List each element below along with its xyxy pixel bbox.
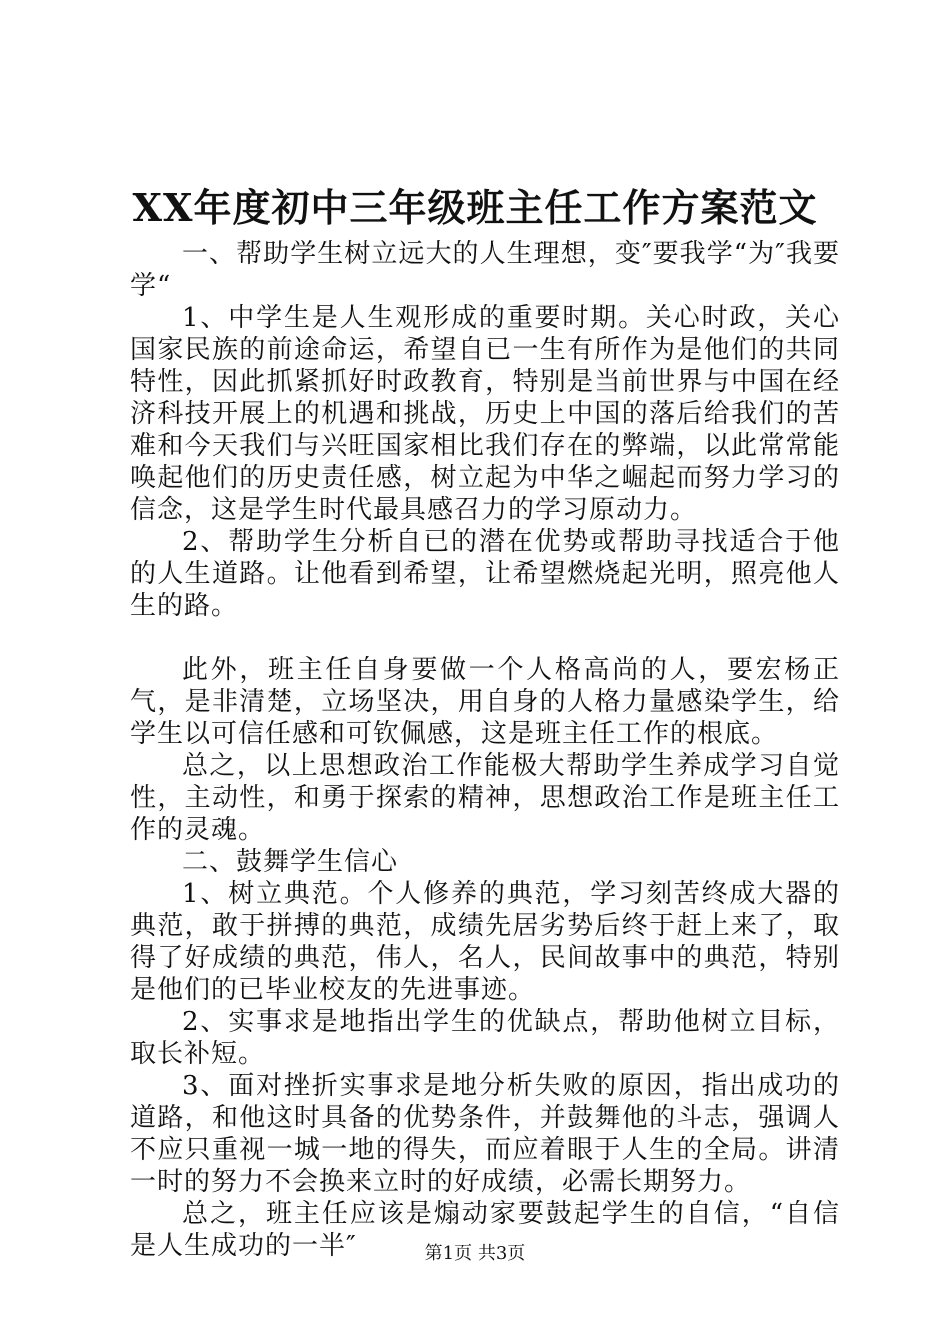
paragraph-moreover: 此外，班主任自身要做一个人格高尚的人，要宏杨正气，是非清楚，立场坚决，用自身的人格力量感染学生，给学生以可信任感和可钦佩感，这是班主任工作的根底。 <box>130 655 840 749</box>
document-body <box>130 238 840 1262</box>
paragraph-section-two-heading: 二、鼓舞学生信心 <box>182 847 399 877</box>
page-number-footer: 第1页 共3页 <box>424 1243 526 1264</box>
paragraph-point-2: 2、帮助学生分析自已的潜在优势或帮助寻找适合于他的人生道路。让他看到希望，让希望燃烧起光明，照亮他人生的路。 <box>130 527 840 621</box>
document-title: XX年度初中三年级班主任工作方案范文 <box>132 185 818 230</box>
paragraph-point-1: 1、中学生是人生观形成的重要时期。关心时政，关心国家民族的前途命运，希望自已一生有所作为是他们的共同特性，因此抓紧抓好时政教育，特别是当前世界与中国在经济科技开展上的机遇和挑战，历史上中国的落后给我们的苦难和今天我们与兴旺国家相比我们存在的弊端，以此常常能唤起他们的历史责任感，树立起为中华之崛起而努力学习的信念，这是学生时代最具感召力的学习原动力。 <box>130 303 840 525</box>
paragraph-summary-one: 总之，以上思想政治工作能极大帮助学生养成学习自觉性，主动性，和勇于探索的精神，思想政治工作是班主任工作的灵魂。 <box>130 751 840 845</box>
paragraph-section-one-heading: 一、帮助学生树立远大的人生理想，变″要我学“为″我要学“ <box>130 239 840 301</box>
paragraph-summary-two: 总之，班主任应该是煽动家要鼓起学生的自信，“自信是人生成功的一半″ <box>130 1199 840 1261</box>
paragraph-strengths: 2、实事求是地指出学生的优缺点，帮助他树立目标，取长补短。 <box>130 1007 840 1069</box>
paragraph-setbacks: 3、面对挫折实事求是地分析失败的原因，指出成功的道路，和他这时具备的优势条件，并鼓舞他的斗志，强调人不应只重视一城一地的得失，而应着眼于人生的全局。讲清一时的努力不会换来立时的好成绩，必需长期努力。 <box>130 1071 840 1197</box>
paragraph-role-model: 1、树立典范。个人修养的典范，学习刻苦终成大器的典范，敢于拼搏的典范，成绩先居劣势后终于赶上来了，取得了好成绩的典范，伟人，名人，民间故事中的典范，特别是他们的已毕业校友的先进事迹。 <box>130 879 840 1005</box>
